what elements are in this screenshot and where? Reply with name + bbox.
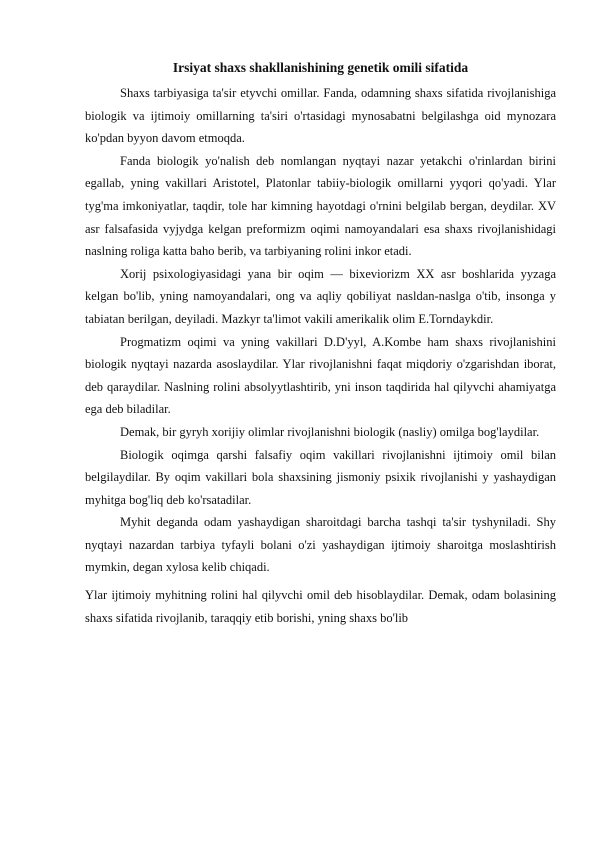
document-title: Irsiyat shaxs shakllanishining genetik omili sifatida (172, 60, 469, 75)
paragraph-2: Fanda biologik yo'nalish deb nomlangan nyqtayi nazar yetakchi o'rinlardan birini egallab, yning vakillari Aristotel, Platonlar tabiiy-biologik omillarni yyqori qo'yadi. Ylar tyg'ma imkoniyatlar, taqdir, tole har kimning hayotdagi o'rnini belgilab bergan, deydilar. XV asr falsafasida vyjydga kelgan preformizm oqimi namoyandalari esa shaxs rivojlanishidagi naslning roliga katta baho berib, va tarbiyaning rolini inkor etadi. (85, 153, 556, 259)
paragraph-5: Demak, bir gyryh xorijiy olimlar rivojlanishni biologik (nasliy) omilga bog'laydilar. (120, 424, 540, 439)
paragraph-6: Biologik oqimga qarshi falsafiy oqim vakillari rivojlanishni ijtimoiy omil bilan belgilaydilar. By oqim vakillari bola shaxsining jismoniy psixik rivojlanishi y yashaydigan myhitga bog'liq deb ko'rsatadilar. (85, 447, 556, 507)
paragraph-4: Progmatizm oqimi va yning vakillari D.D'yyl, A.Kombe ham shaxs rivojlanishini biologik nyqtayi nazarda asoslaydilar. Ylar rivojlanishni faqat miqdoriy o'zgarishdan iborat, deb qaraydilar. Naslning rolini absolyytlashtirib, yni inson taqdirida hal qilyvchi ahamiyatga ega deb biladilar. (85, 334, 556, 417)
paragraph-7: Myhit deganda odam yashaydigan sharoitdagi barcha tashqi ta'sir tyshyniladi. Shy nyqtayi nazardan tarbiya tyfayli bolani o'zi yashaydigan ijtimoiy sharoitga moslashtirish mymkin, degan xylosa kelib chiqadi. (85, 515, 556, 575)
document-page (85, 58, 556, 629)
paragraph-3: Xorij psixologiyasidagi yana bir oqim — bixeviorizm XX asr boshlarida yyzaga kelgan bo'lib, yning namoyandalari, ong va aqliy qobiliyat nasldan-naslga o'tib, insonga y tabiatan berilgan, deyiladi. Mazkyr ta'limot vakili amerikalik olim E.Torndaykdir. (85, 266, 556, 326)
paragraph-8: Ylar ijtimoiy myhitning rolini hal qilyvchi omil deb hisoblaydilar. Demak, odam bolasining shaxs sifatida rivojlanib, taraqqiy etib borishi, yning shaxs bo'lib (85, 588, 556, 625)
paragraph-1: Shaxs tarbiyasiga ta'sir etyvchi omillar. Fanda, odamning shaxs sifatida rivojlanishiga biologik va ijtimoiy omillarning ta'siri o'rtasidagi mynosabatni belgilashga oid mynozara ko'pdan byyon davom etmoqda. (85, 86, 556, 146)
